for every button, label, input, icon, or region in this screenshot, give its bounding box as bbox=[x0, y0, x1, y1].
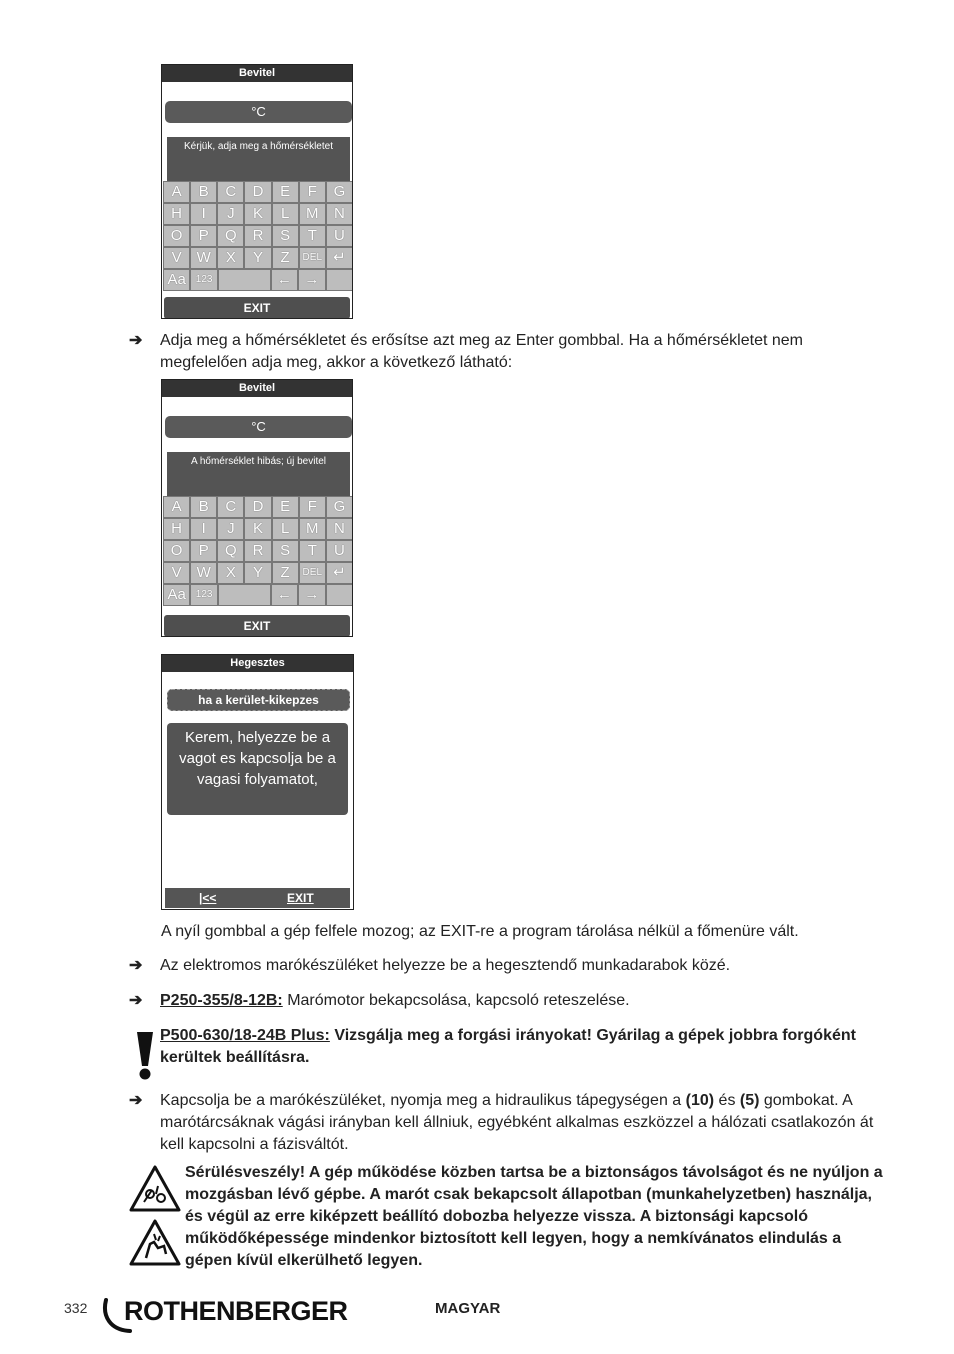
exit-button[interactable]: EXIT bbox=[287, 891, 314, 905]
key-f[interactable]: F bbox=[299, 181, 326, 203]
input-screen-temperature bbox=[161, 64, 353, 319]
key-t[interactable]: T bbox=[299, 540, 326, 562]
instruction-message: Kerem, helyezze be a vagot es kapcsolja be a vagasi folyamatot, bbox=[167, 723, 348, 815]
language-label: MAGYAR bbox=[435, 1300, 501, 1317]
keyboard-row bbox=[163, 562, 353, 584]
step-3-text bbox=[160, 990, 880, 1012]
delete-key[interactable]: DEL bbox=[299, 247, 326, 269]
page-number: 332 bbox=[64, 1300, 88, 1316]
key-d[interactable]: D bbox=[244, 181, 271, 203]
screen-title: Hegesztes bbox=[162, 655, 353, 672]
key-h[interactable]: H bbox=[163, 203, 190, 225]
key-w[interactable]: W bbox=[190, 247, 217, 269]
keyboard-row bbox=[163, 584, 353, 606]
arrow-key-note: A nyíl gombbal a gép felfele mozog; az EXIT-re a program tárolása nélkül a főmenüre vált. bbox=[161, 923, 799, 940]
key-j[interactable]: J bbox=[217, 518, 244, 540]
warning-body: Vizsgálja meg a forgási irányokat! Gyárilag a gépek jobbra forgóként kerültek beállításra. bbox=[160, 1027, 856, 1066]
key-m[interactable]: M bbox=[299, 203, 326, 225]
key-m[interactable]: M bbox=[299, 518, 326, 540]
warning-text bbox=[160, 1025, 880, 1069]
arrow-bullet-icon: ➔ bbox=[129, 957, 143, 974]
error-message: A hőmérséklet hibás; új bevitel bbox=[167, 452, 350, 496]
key-a[interactable]: A bbox=[163, 496, 190, 518]
enter-key[interactable]: ↵ bbox=[326, 562, 353, 584]
key-l[interactable]: L bbox=[272, 518, 299, 540]
key-c[interactable]: C bbox=[217, 181, 244, 203]
key-u[interactable]: U bbox=[326, 540, 353, 562]
key-z[interactable]: Z bbox=[272, 562, 299, 584]
case-toggle-key[interactable]: Aa bbox=[163, 269, 190, 291]
step-4-part: Kapcsolja be a marókészüléket, nyomja meg a hidraulikus tápegységen a bbox=[160, 1092, 686, 1109]
arrow-left-key[interactable]: ← bbox=[271, 584, 298, 606]
key-k[interactable]: K bbox=[244, 203, 271, 225]
key-a[interactable]: A bbox=[163, 181, 190, 203]
mode-field: ha a kerület-kikepzes bbox=[167, 689, 350, 711]
brand-logo: ROTHENBERGER bbox=[124, 1296, 348, 1326]
key-d[interactable]: D bbox=[244, 496, 271, 518]
welding-screen bbox=[161, 654, 354, 910]
back-button[interactable]: |<< bbox=[199, 891, 217, 905]
key-j[interactable]: J bbox=[217, 203, 244, 225]
key-f[interactable]: F bbox=[299, 496, 326, 518]
screen-title: Bevitel bbox=[162, 380, 352, 397]
hand-injury-icon bbox=[128, 1218, 182, 1268]
button-number: (10) bbox=[685, 1092, 715, 1109]
arrow-bullet-icon: ➔ bbox=[129, 1092, 143, 1109]
step-3-body: Marómotor bekapcsolása, kapcsoló reteszelése. bbox=[287, 992, 630, 1009]
key-q[interactable]: Q bbox=[217, 540, 244, 562]
key-v[interactable]: V bbox=[163, 562, 190, 584]
step-2-text: Az elektromos marókészüléket helyezze be a hegesztendő munkadarabok közé. bbox=[160, 957, 731, 974]
key-g[interactable]: G bbox=[326, 181, 353, 203]
crush-hazard-icon bbox=[128, 1164, 182, 1214]
step-4-part: és bbox=[714, 1092, 740, 1109]
key-k[interactable]: K bbox=[244, 518, 271, 540]
arrow-bullet-icon: ➔ bbox=[129, 992, 143, 1009]
prompt-message: Kérjük, adja meg a hőmérsékletet bbox=[167, 137, 350, 181]
key-x[interactable]: X bbox=[217, 562, 244, 584]
keyboard-row bbox=[163, 496, 353, 518]
exit-button[interactable]: EXIT bbox=[164, 297, 350, 319]
key-i[interactable]: I bbox=[190, 203, 217, 225]
key-u[interactable]: U bbox=[326, 225, 353, 247]
space-key[interactable] bbox=[218, 269, 271, 291]
enter-key-extension[interactable] bbox=[326, 269, 353, 291]
numeric-toggle-key[interactable]: 123 bbox=[190, 269, 217, 291]
bottom-bar bbox=[165, 888, 350, 908]
exit-button[interactable]: EXIT bbox=[164, 615, 350, 637]
step-1-text: Adja meg a hőmérsékletet és erősítse azt meg az Enter gombbal. Ha a hőmérsékletet nem megfelelően adja meg, akkor a következő látható: bbox=[160, 332, 803, 371]
keyboard-row bbox=[163, 540, 353, 562]
keyboard-row bbox=[163, 225, 353, 247]
key-n[interactable]: N bbox=[326, 518, 353, 540]
numeric-toggle-key[interactable]: 123 bbox=[190, 584, 217, 606]
key-y[interactable]: Y bbox=[244, 562, 271, 584]
key-y[interactable]: Y bbox=[244, 247, 271, 269]
key-o[interactable]: O bbox=[163, 540, 190, 562]
model-label: P250-355/8-12B: bbox=[160, 992, 283, 1009]
danger-text: Sérülésveszély! A gép működése közben tartsa be a biztonságos távolságot és ne nyúljon a mozgásban lévő gépbe. A marót csak bekapcsolt állapotban (munkahelyzetben) használja, és végül az erre kiképzett beállító dobozba helyezze vissza. A biztonsági kapcsoló működőképessége mindenkor biztosított kell legyen, hogy a nemkívánatos elindulás a gépen kívül elkerülhető legyen. bbox=[185, 1164, 883, 1269]
key-h[interactable]: H bbox=[163, 518, 190, 540]
enter-key[interactable]: ↵ bbox=[326, 247, 353, 269]
key-q[interactable]: Q bbox=[217, 225, 244, 247]
key-c[interactable]: C bbox=[217, 496, 244, 518]
key-p[interactable]: P bbox=[190, 225, 217, 247]
arrow-bullet-icon: ➔ bbox=[129, 332, 143, 349]
key-b[interactable]: B bbox=[190, 181, 217, 203]
space-key[interactable] bbox=[218, 584, 271, 606]
arrow-right-key[interactable]: → bbox=[298, 584, 325, 606]
model-label: P500-630/18-24B Plus: bbox=[160, 1027, 330, 1044]
key-o[interactable]: O bbox=[163, 225, 190, 247]
keyboard-row bbox=[163, 247, 353, 269]
keyboard-row bbox=[163, 518, 353, 540]
step-4-part: gombokat. A marótárcsáknak vágási irányban kell állniuk, egyébként alkalmas eszközzel a hálózati csatlakozón át kell kapcsolni a fázisváltót. bbox=[160, 1092, 874, 1153]
case-toggle-key[interactable]: Aa bbox=[163, 584, 190, 606]
key-n[interactable]: N bbox=[326, 203, 353, 225]
step-4-text bbox=[160, 1090, 880, 1156]
arrow-right-key[interactable]: → bbox=[298, 269, 325, 291]
key-l[interactable]: L bbox=[272, 203, 299, 225]
key-r[interactable]: R bbox=[244, 540, 271, 562]
input-screen-error bbox=[161, 379, 353, 637]
on-screen-keyboard bbox=[163, 181, 353, 291]
screen-title: Bevitel bbox=[162, 65, 352, 82]
delete-key[interactable]: DEL bbox=[299, 562, 326, 584]
key-t[interactable]: T bbox=[299, 225, 326, 247]
key-e[interactable]: E bbox=[272, 496, 299, 518]
keyboard-row bbox=[163, 269, 353, 291]
unit-field[interactable]: °C bbox=[165, 416, 352, 438]
unit-field[interactable]: °C bbox=[165, 101, 352, 123]
key-b[interactable]: B bbox=[190, 496, 217, 518]
key-z[interactable]: Z bbox=[272, 247, 299, 269]
key-e[interactable]: E bbox=[272, 181, 299, 203]
arrow-left-key[interactable]: ← bbox=[271, 269, 298, 291]
key-s[interactable]: S bbox=[272, 225, 299, 247]
key-r[interactable]: R bbox=[244, 225, 271, 247]
exclamation-warning-icon bbox=[133, 1030, 157, 1080]
keyboard-row bbox=[163, 203, 353, 225]
enter-key-extension[interactable] bbox=[326, 584, 353, 606]
key-x[interactable]: X bbox=[217, 247, 244, 269]
key-p[interactable]: P bbox=[190, 540, 217, 562]
button-number: (5) bbox=[739, 1092, 760, 1109]
key-w[interactable]: W bbox=[190, 562, 217, 584]
on-screen-keyboard bbox=[163, 496, 353, 606]
key-v[interactable]: V bbox=[163, 247, 190, 269]
keyboard-row bbox=[163, 181, 353, 203]
key-i[interactable]: I bbox=[190, 518, 217, 540]
key-s[interactable]: S bbox=[272, 540, 299, 562]
key-g[interactable]: G bbox=[326, 496, 353, 518]
